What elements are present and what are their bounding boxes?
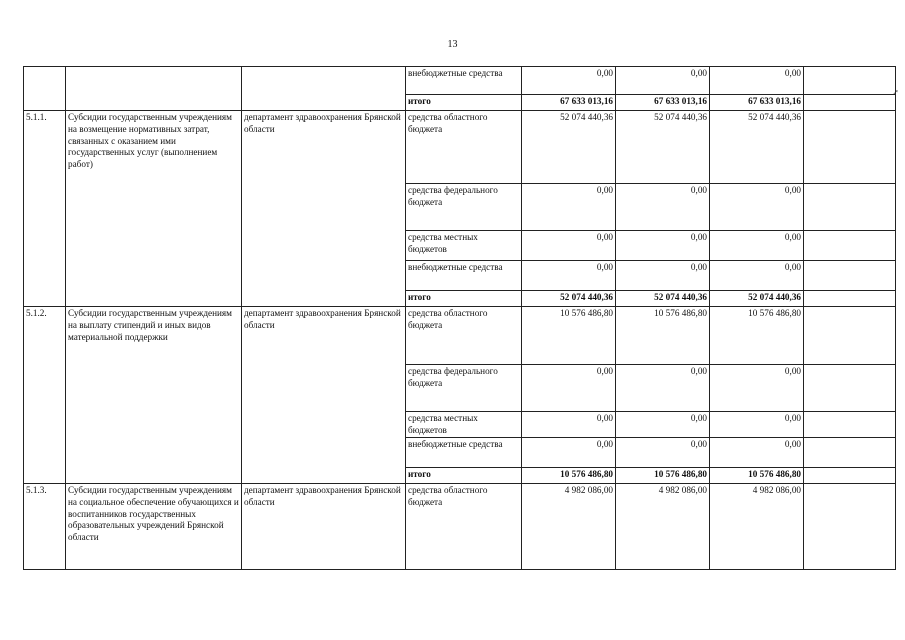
funding-source: внебюджетные средства xyxy=(406,261,522,291)
amount-cell: 52 074 440,36 xyxy=(710,291,804,307)
item-executor: департамент здравоохранения Брянской области xyxy=(242,484,406,570)
amount-cell: 0,00 xyxy=(522,412,616,438)
amount-cell: 0,00 xyxy=(616,365,710,412)
empty-cell xyxy=(804,95,896,111)
amount-cell: 10 576 486,80 xyxy=(616,468,710,484)
item-code: 5.1.3. xyxy=(24,484,66,570)
item-name: Субсидии государственным учреждениям на социальное обеспечение обучающихся и воспитанников государственных образовательных учреждений Брянской области xyxy=(66,484,242,570)
amount-cell: 10 576 486,80 xyxy=(522,468,616,484)
empty-cell xyxy=(804,184,896,231)
empty-cell xyxy=(804,412,896,438)
table-row xyxy=(24,484,896,570)
funding-source: внебюджетные средства xyxy=(406,67,522,95)
page-number: 13 xyxy=(447,39,458,50)
amount-cell: 0,00 xyxy=(616,67,710,95)
funding-source: средства федерального бюджета xyxy=(406,184,522,231)
funding-source: средства областного бюджета xyxy=(406,111,522,184)
amount-cell: 0,00 xyxy=(710,365,804,412)
amount-cell: 0,00 xyxy=(522,365,616,412)
empty-cell xyxy=(804,261,896,291)
amount-cell: 10 576 486,80 xyxy=(616,307,710,365)
amount-cell: 52 074 440,36 xyxy=(522,291,616,307)
amount-cell: 0,00 xyxy=(710,438,804,468)
empty-cell xyxy=(804,307,896,365)
funding-source: средства областного бюджета xyxy=(406,484,522,570)
amount-cell: 10 576 486,80 xyxy=(710,468,804,484)
empty-cell xyxy=(804,291,896,307)
amount-cell: 0,00 xyxy=(710,261,804,291)
funding-source: средства местных бюджетов xyxy=(406,412,522,438)
total-label: итого xyxy=(406,468,522,484)
amount-cell: 0,00 xyxy=(522,438,616,468)
amount-cell: 67 633 013,16 xyxy=(710,95,804,111)
total-label: итого xyxy=(406,291,522,307)
amount-cell: 0,00 xyxy=(710,67,804,95)
amount-cell: 0,00 xyxy=(522,261,616,291)
amount-cell: 0,00 xyxy=(710,412,804,438)
amount-cell: 0,00 xyxy=(710,231,804,261)
amount-cell: 0,00 xyxy=(616,184,710,231)
table-row xyxy=(24,307,896,365)
amount-cell: 52 074 440,36 xyxy=(616,291,710,307)
amount-cell: 0,00 xyxy=(616,438,710,468)
amount-cell: 0,00 xyxy=(616,412,710,438)
amount-cell: 52 074 440,36 xyxy=(710,111,804,184)
table-row xyxy=(24,111,896,184)
table-row xyxy=(24,67,896,95)
empty-cell xyxy=(804,365,896,412)
item-name: Субсидии государственным учреждениям на выплату стипендий и иных видов материальной поддержки xyxy=(66,307,242,484)
empty-cell xyxy=(804,67,896,95)
margin-mark: ↗ xyxy=(892,88,899,97)
code-cell xyxy=(24,67,66,111)
name-cell xyxy=(66,67,242,111)
budget-table-body xyxy=(24,67,896,570)
item-executor: департамент здравоохранения Брянской области xyxy=(242,307,406,484)
amount-cell: 10 576 486,80 xyxy=(522,307,616,365)
amount-cell: 67 633 013,16 xyxy=(616,95,710,111)
funding-source: средства местных бюджетов xyxy=(406,231,522,261)
funding-source: внебюджетные средства xyxy=(406,438,522,468)
amount-cell: 67 633 013,16 xyxy=(522,95,616,111)
empty-cell xyxy=(804,438,896,468)
item-name: Субсидии государственным учреждениям на возмещение нормативных затрат, связанных с оказанием ими государственных услуг (выполнением работ) xyxy=(66,111,242,307)
empty-cell xyxy=(804,484,896,570)
empty-cell xyxy=(804,231,896,261)
executor-cell xyxy=(242,67,406,111)
amount-cell: 0,00 xyxy=(616,231,710,261)
amount-cell: 4 982 086,00 xyxy=(616,484,710,570)
amount-cell: 0,00 xyxy=(616,261,710,291)
funding-source: средства областного бюджета xyxy=(406,307,522,365)
budget-table xyxy=(23,66,896,570)
amount-cell: 4 982 086,00 xyxy=(710,484,804,570)
funding-source: средства федерального бюджета xyxy=(406,365,522,412)
amount-cell: 0,00 xyxy=(522,231,616,261)
total-label: итого xyxy=(406,95,522,111)
amount-cell: 52 074 440,36 xyxy=(522,111,616,184)
amount-cell: 10 576 486,80 xyxy=(710,307,804,365)
amount-cell: 52 074 440,36 xyxy=(616,111,710,184)
empty-cell xyxy=(804,111,896,184)
empty-cell xyxy=(804,468,896,484)
amount-cell: 0,00 xyxy=(522,67,616,95)
item-executor: департамент здравоохранения Брянской области xyxy=(242,111,406,307)
item-code: 5.1.2. xyxy=(24,307,66,484)
amount-cell: 4 982 086,00 xyxy=(522,484,616,570)
amount-cell: 0,00 xyxy=(710,184,804,231)
amount-cell: 0,00 xyxy=(522,184,616,231)
item-code: 5.1.1. xyxy=(24,111,66,307)
